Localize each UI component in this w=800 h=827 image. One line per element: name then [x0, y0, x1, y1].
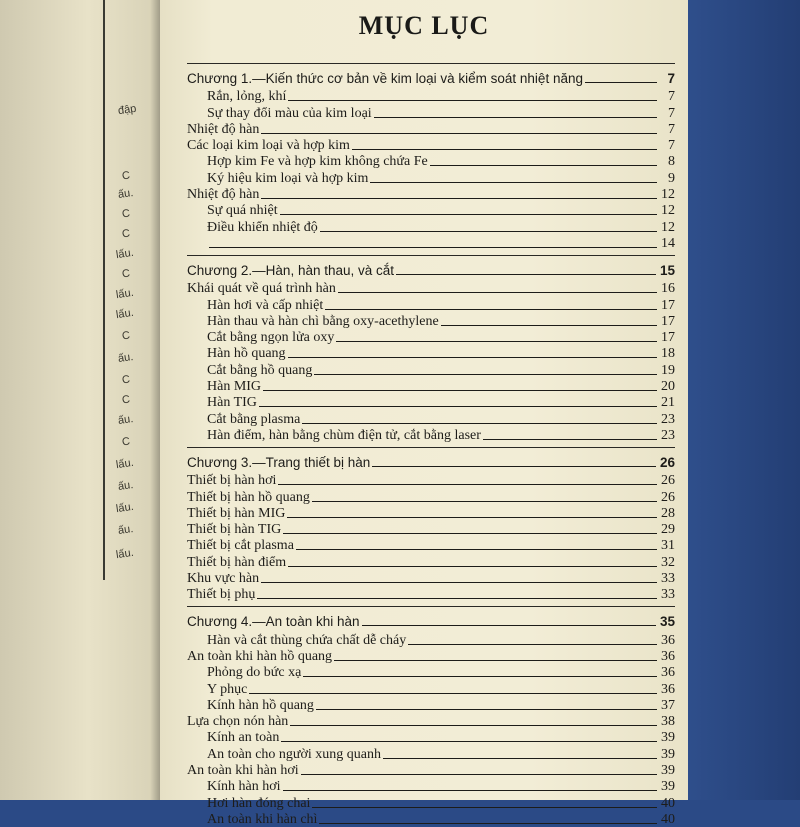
chapter-1-heading [187, 69, 675, 86]
page-number: 7 [668, 89, 675, 105]
toc-entry [187, 762, 675, 778]
toc-entry [187, 378, 675, 394]
toc-entry [187, 570, 675, 586]
leader-line [374, 117, 657, 118]
toc-entry [187, 235, 675, 251]
leader-line [209, 247, 657, 248]
toc-entry [187, 218, 675, 234]
toc-entry [187, 104, 675, 120]
left-fragment: C [121, 227, 131, 241]
page-number: 26 [661, 489, 675, 505]
entry-label: Thiết bị phụ [187, 587, 256, 603]
chapter-title: Chương 2.—Hàn, hàn thau, và cắt [187, 262, 395, 278]
chapter-divider [187, 447, 675, 448]
entry-label: Thiết bị cắt plasma [187, 538, 294, 554]
entry-label: Nhiệt độ hàn [187, 187, 260, 203]
left-page-rule [103, 0, 105, 580]
leader-line [396, 274, 656, 275]
page-number: 37 [661, 697, 675, 713]
toc-entry [187, 296, 675, 312]
leader-line [278, 484, 657, 485]
left-fragment: ấu. [117, 478, 135, 494]
page-number: 33 [661, 571, 675, 587]
entry-label: An toàn cho người xung quanh [207, 746, 382, 762]
entry-label: Khu vực hàn [187, 571, 260, 587]
leader-line [281, 741, 657, 742]
toc-entry [187, 394, 675, 410]
page-number: 40 [661, 795, 675, 811]
chapter-divider [187, 606, 675, 607]
page-number: 36 [661, 681, 675, 697]
page-number: 39 [661, 779, 675, 795]
leader-line [288, 566, 657, 567]
left-fragment: ấu. [117, 522, 135, 538]
entry-label: Cắt bằng hồ quang [207, 362, 313, 378]
leader-line [362, 625, 656, 626]
entry-label: Khái quát về quá trình hàn [187, 281, 336, 297]
toc-entry [187, 361, 675, 377]
chapter-title: Chương 1.—Kiến thức cơ bản về kim loại và kiểm soát nhiệt năng [187, 71, 583, 86]
chapter-divider [187, 255, 675, 256]
page-number: 39 [661, 762, 675, 778]
toc-entry [187, 410, 675, 426]
toc-entry [187, 811, 675, 827]
left-fragment: lấu. [115, 456, 135, 472]
left-fragment: ấu. [117, 350, 135, 366]
left-fragment: C [121, 329, 131, 343]
toc-entry [187, 121, 675, 137]
toc-entry [187, 794, 675, 810]
toc-entry [187, 153, 675, 169]
leader-line [483, 439, 657, 440]
page-number: 12 [661, 219, 675, 235]
page-number: 17 [661, 313, 675, 329]
page-number: 40 [661, 811, 675, 827]
entry-label: Hàn điểm, hàn bằng chùm điện tử, cắt bằng laser [207, 427, 481, 443]
leader-line [261, 582, 657, 583]
page-title: MỤC LỤC [358, 11, 490, 40]
page-number: 21 [661, 395, 675, 411]
entry-label: Hàn hơi và cấp nhiệt [207, 297, 324, 313]
toc-entry [187, 202, 675, 218]
toc-entry [187, 345, 675, 361]
chapter-4-heading [187, 612, 675, 629]
toc-entry [187, 680, 675, 696]
page-number: 36 [661, 648, 675, 664]
page-number: 20 [661, 379, 675, 395]
entry-label: Điều khiển nhiệt độ [207, 219, 318, 235]
toc-entry [187, 137, 675, 153]
leader-line [320, 231, 657, 232]
page-number: 28 [661, 505, 675, 521]
entry-label: Hàn hồ quang [207, 346, 286, 362]
leader-line [302, 423, 657, 424]
entry-label: Thiết bị hàn hồ quang [187, 489, 310, 505]
leader-line [288, 100, 657, 101]
page-number: 23 [661, 411, 675, 427]
left-fragment: đập [117, 102, 138, 118]
page-number: 12 [661, 203, 675, 219]
leader-line [303, 676, 657, 677]
toc-entry [187, 778, 675, 794]
toc-entry [187, 488, 675, 504]
entry-label: An toàn khi hàn hơi [187, 762, 299, 778]
toc-entry [187, 631, 675, 647]
page-number: 16 [661, 281, 675, 297]
toc-entry [187, 313, 675, 329]
left-fragment: C [121, 207, 131, 221]
leader-line [261, 133, 657, 134]
leader-line [336, 341, 657, 342]
book-cover-edge [685, 0, 800, 800]
page-number: 19 [661, 362, 675, 378]
entry-label: Lựa chọn nón hàn [187, 714, 289, 730]
page-number: 39 [661, 746, 675, 762]
page-number: 35 [659, 614, 675, 630]
chapter-2-heading [187, 261, 675, 278]
toc-entry [187, 427, 675, 443]
page-number: 33 [661, 587, 675, 603]
left-fragment: C [121, 435, 131, 449]
toc-entry [187, 472, 675, 488]
chapter-3-heading [187, 453, 675, 470]
page-number: 9 [668, 170, 675, 186]
page-number: 38 [661, 714, 675, 730]
page-number: 7 [668, 105, 675, 121]
toc-entry [187, 280, 675, 296]
left-fragment: lấu. [115, 306, 135, 322]
leader-line [296, 549, 657, 550]
page-number: 36 [661, 665, 675, 681]
toc-entry [187, 664, 675, 680]
entry-label: Các loại kim loại và hợp kim [187, 138, 350, 154]
leader-line [314, 374, 657, 375]
leader-line [316, 709, 657, 710]
page-number: 7 [668, 138, 675, 154]
toc-entry [187, 713, 675, 729]
entry-label: Hàn MIG [207, 379, 262, 395]
page-number: 8 [668, 154, 675, 170]
leader-line [441, 325, 657, 326]
leader-line [287, 517, 657, 518]
toc-entry [187, 169, 675, 185]
toc-entry [187, 505, 675, 521]
leader-line [430, 165, 657, 166]
leader-line [280, 214, 657, 215]
page-number: 39 [661, 730, 675, 746]
leader-line [257, 598, 657, 599]
left-fragment: ấu. [117, 412, 135, 428]
leader-line [249, 693, 657, 694]
leader-line [261, 198, 657, 199]
left-fragment: C [121, 373, 131, 387]
left-fragment: lấu. [115, 500, 135, 516]
left-fragment: C [121, 267, 131, 281]
page-fold-shadow [150, 0, 160, 800]
chapter-divider [187, 63, 675, 64]
leader-line [301, 774, 657, 775]
page-number: 17 [661, 297, 675, 313]
toc-entry [187, 329, 675, 345]
entry-label: An toàn khi hàn chì [207, 811, 318, 827]
page-number: 15 [659, 262, 675, 278]
left-page [0, 0, 160, 800]
page-number: 18 [661, 346, 675, 362]
leader-line [283, 533, 657, 534]
entry-label: An toàn khi hàn hồ quang [187, 648, 333, 664]
leader-line [319, 823, 657, 824]
leader-line [370, 182, 657, 183]
entry-label: Y phục [207, 681, 248, 697]
page-number: 23 [661, 427, 675, 443]
page-number: 31 [661, 538, 675, 554]
entry-label: Sự thay đổi màu của kim loại [207, 105, 372, 121]
entry-label: Hàn và cắt thùng chứa chất dễ cháy [207, 632, 407, 648]
left-fragment: lấu. [115, 286, 135, 302]
entry-label: Hàn thau và hàn chì bằng oxy-acethylene [207, 313, 439, 329]
chapter-title: Chương 4.—An toàn khi hàn [187, 614, 360, 630]
leader-line [334, 660, 657, 661]
entry-label: Kính hàn hồ quang [207, 697, 314, 713]
page-number: 36 [661, 632, 675, 648]
toc-entry [187, 537, 675, 553]
entry-label: Thiết bị hàn MIG [187, 505, 286, 521]
leader-line [290, 725, 657, 726]
entry-label: Hơi hàn đóng chai [207, 795, 311, 811]
leader-line [288, 357, 657, 358]
page-number: 26 [661, 473, 675, 489]
leader-line [338, 292, 657, 293]
left-fragment: C [121, 393, 131, 407]
leader-line [312, 807, 657, 808]
left-fragment: lấu. [115, 546, 135, 562]
entry-label: Ký hiệu kim loại và hợp kim [207, 170, 369, 186]
page-number: 29 [661, 522, 675, 538]
page-number: 7 [668, 121, 675, 137]
page-number: 7 [667, 71, 675, 86]
leader-line [372, 466, 656, 467]
entry-label: Hàn TIG [207, 395, 257, 411]
toc-entry [187, 729, 675, 745]
page-number: 12 [661, 187, 675, 203]
toc-entry [187, 553, 675, 569]
chapter-title: Chương 3.—Trang thiết bị hàn [187, 454, 371, 470]
leader-line [259, 406, 657, 407]
entry-label: Sự quá nhiệt [207, 203, 278, 219]
leader-line [263, 390, 657, 391]
toc-entry [187, 186, 675, 202]
left-fragment: C [121, 169, 131, 183]
entry-label: Rắn, lỏng, khí [207, 89, 287, 105]
entry-label: Hợp kim Fe và hợp kim không chứa Fe [207, 154, 428, 170]
leader-line [352, 149, 657, 150]
table-of-contents [187, 63, 675, 827]
leader-line [383, 758, 657, 759]
book-page [160, 0, 688, 827]
entry-label: Cắt bằng ngọn lửa oxy [207, 330, 335, 346]
toc-entry [187, 745, 675, 761]
leader-line [312, 501, 657, 502]
left-fragment: ấu. [117, 186, 135, 202]
page-number: 26 [659, 454, 675, 470]
page-number: 17 [661, 330, 675, 346]
left-fragment: lấu. [115, 246, 135, 262]
toc-entry [187, 88, 675, 104]
toc-entry [187, 697, 675, 713]
toc-entry [187, 586, 675, 602]
leader-line [408, 644, 657, 645]
entry-label: Kính an toàn [207, 730, 280, 746]
entry-label: Thiết bị hàn hơi [187, 473, 277, 489]
leader-line [325, 309, 657, 310]
page-number: 32 [661, 554, 675, 570]
entry-label: Nhiệt độ hàn [187, 121, 260, 137]
toc-entry [187, 521, 675, 537]
entry-label: Thiết bị hàn TIG [187, 522, 282, 538]
entry-label: Thiết bị hàn điểm [187, 554, 287, 570]
leader-line [283, 790, 657, 791]
leader-line [585, 82, 657, 83]
toc-entry [187, 648, 675, 664]
entry-label: Kính hàn hơi [207, 779, 281, 795]
entry-label: Phỏng do bức xạ [207, 665, 302, 681]
page-number: 14 [661, 235, 675, 251]
entry-label: Cắt bằng plasma [207, 411, 301, 427]
